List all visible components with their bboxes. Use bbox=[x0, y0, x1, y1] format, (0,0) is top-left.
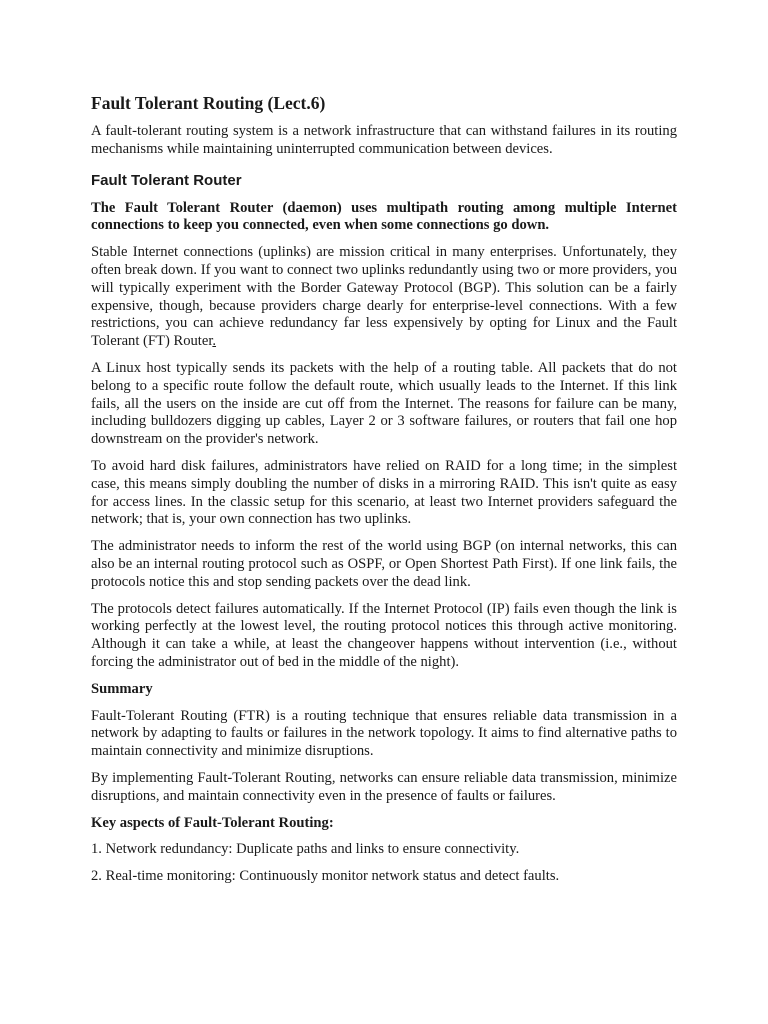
summary-heading: Summary bbox=[91, 680, 153, 697]
document-title: Fault Tolerant Routing (Lect.6) bbox=[91, 93, 326, 113]
paragraph-uplinks-text: Stable Internet connections (uplinks) are mission critical in many enterprises. Unfortunately, they often break down. If you want to connect two uplinks redundantly using two or more providers, you will typically experiment with the Border Gateway Protocol (BGP). This solution can be a fairly expensive, though, because providers charge dearly for enterprise-level connections. With a few restrictions, you can achieve redundancy far less expensively by opting for Linux and the Fault Tolerant (FT) Router bbox=[91, 244, 677, 350]
paragraph-uplinks bbox=[91, 244, 677, 351]
key-aspects-heading: Key aspects of Fault-Tolerant Routing: bbox=[91, 814, 334, 831]
intro-paragraph: A fault-tolerant routing system is a network infrastructure that can withstand failures in its routing mechanisms while maintaining uninterrupted communication between devices. bbox=[91, 123, 677, 157]
underlined-period: . bbox=[212, 333, 217, 350]
lead-paragraph: The Fault Tolerant Router (daemon) uses multipath routing among multiple Internet connections to keep you connected, even when some connections go down. bbox=[91, 199, 677, 234]
section-heading-fault-tolerant-router: Fault Tolerant Router bbox=[91, 171, 242, 189]
key-aspect-item: 2. Real-time monitoring: Continuously monitor network status and detect faults. bbox=[91, 868, 560, 885]
key-aspect-item: 1. Network redundancy: Duplicate paths and links to ensure connectivity. bbox=[91, 841, 520, 858]
paragraph-bgp: The administrator needs to inform the rest of the world using BGP (on internal networks, this can also be an internal routing protocol such as OSPF, or Open Shortest Path First). If one link fails, the protocols notice this and stop sending packets over the dead link. bbox=[91, 538, 677, 590]
summary-paragraph-2: By implementing Fault-Tolerant Routing, networks can ensure reliable data transmission, minimize disruptions, and maintain connectivity even in the presence of faults or failures. bbox=[91, 769, 677, 804]
paragraph-raid: To avoid hard disk failures, administrators have relied on RAID for a long time; in the simplest case, this means simply doubling the number of disks in a mirroring RAID. This isn't quite as easy for access lines. In the classic setup for this scenario, at least two Internet providers safeguard the network; that is, your own connection has two uplinks. bbox=[91, 457, 677, 528]
summary-paragraph-1: Fault-Tolerant Routing (FTR) is a routing technique that ensures reliable data transmission in a network by adapting to faults or failures in the network topology. It aims to find alternative paths to maintain connectivity and minimize disruptions. bbox=[91, 707, 677, 760]
paragraph-routing-table: A Linux host typically sends its packets with the help of a routing table. All packets that do not belong to a specific route follow the default route, which usually leads to the Internet. If this link fails, all the users on the inside are cut off from the Internet. The reasons for failure can be many, including bulldozers digging up cables, Layer 2 or 3 software failures, or routers that fail one hop downstream on the provider's network. bbox=[91, 359, 677, 448]
paragraph-detection: The protocols detect failures automatically. If the Internet Protocol (IP) fails even though the link is working perfectly at the lowest level, the routing protocol notices this through active monitoring. Although it can take a while, at least the changeover happens without intervention (i.e., without forcing the administrator out of bed in the middle of the night). bbox=[91, 600, 677, 670]
